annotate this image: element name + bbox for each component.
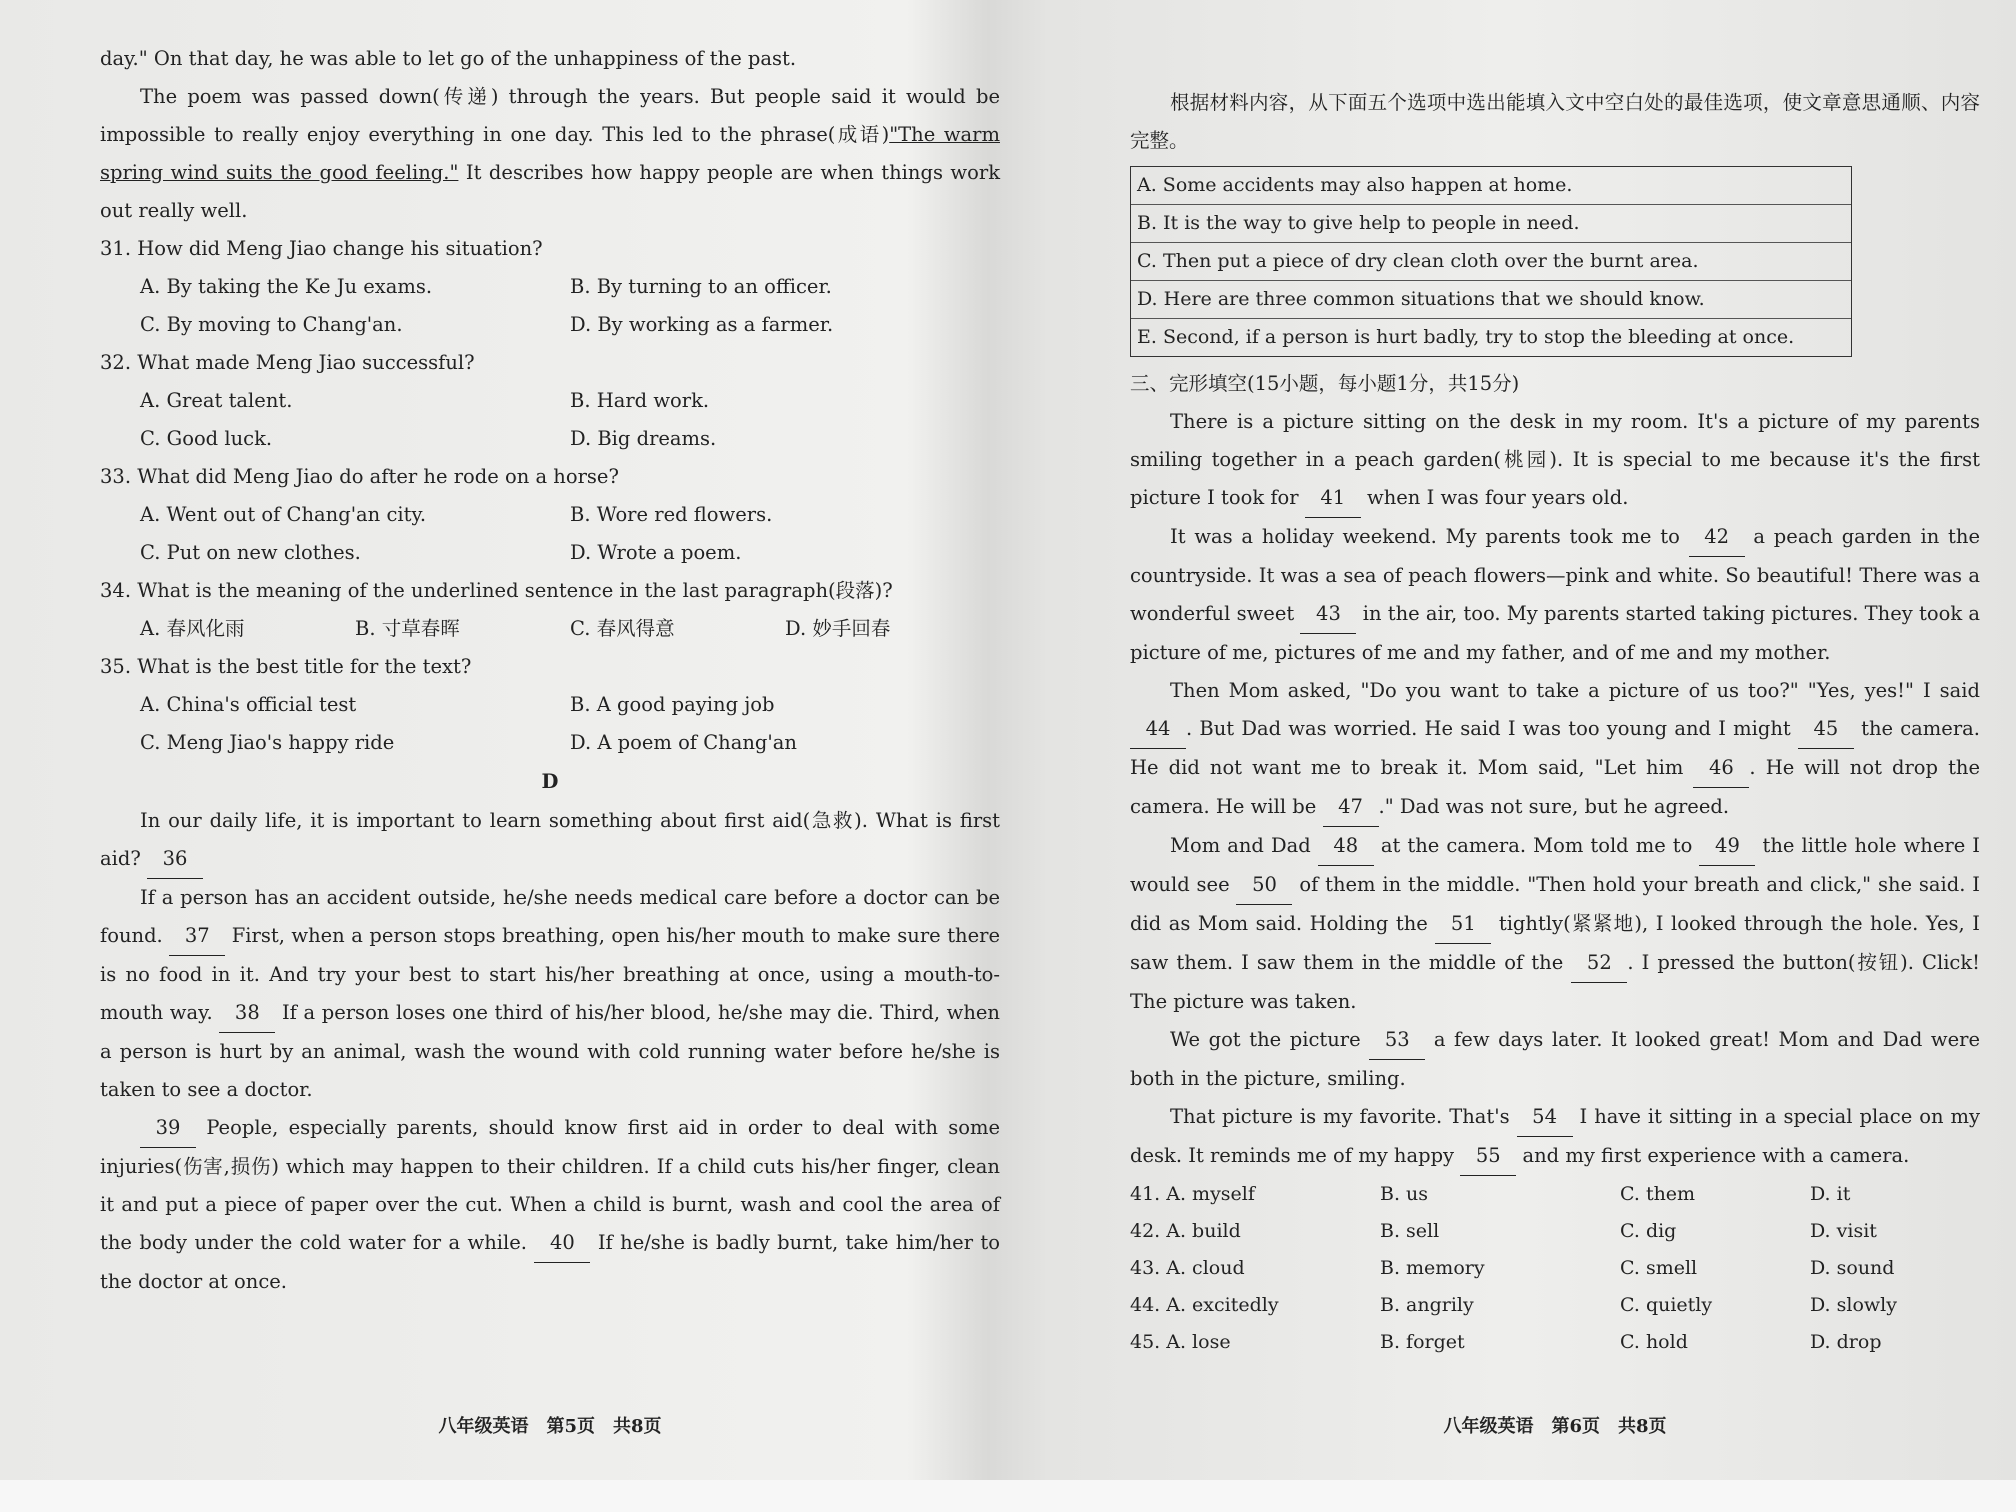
blank-40: 40: [534, 1224, 590, 1263]
text: That picture is my favorite. That's: [1170, 1105, 1510, 1128]
paragraph: [1130, 1021, 1980, 1098]
paragraph: day." On that day, he was able to let go of the unhappiness of the past.: [100, 47, 797, 70]
question-35: [100, 648, 1000, 762]
paragraph: [1130, 403, 1980, 518]
choice-item: A. Some accidents may also happen at home.: [1131, 167, 1851, 205]
cloze-option-row: [1130, 1324, 1980, 1361]
option: C. Put on new clothes.: [140, 541, 361, 564]
options: [140, 496, 1000, 572]
text: ." Dad was not sure, but he agreed.: [1378, 795, 1730, 818]
option: D. sound: [1810, 1257, 1895, 1279]
question-34: [100, 572, 1000, 648]
page-6: [1130, 40, 1980, 1460]
option: C. quietly: [1620, 1294, 1713, 1316]
blank-43: 43: [1300, 595, 1356, 634]
option: 44. A. excitedly: [1130, 1294, 1279, 1316]
text: People, especially parents, should know first aid in order to deal with some injuries(伤害,损伤) which may happen to their children. If a child cuts his/her finger, clean it and put a piece of paper over the cut. When a child is burnt, wash and cool the area of the body under the cold water for a while.: [100, 1116, 1000, 1254]
choice-item: B. It is the way to give help to people in need.: [1131, 205, 1851, 243]
question-stem: 33. What did Meng Jiao do after he rode on a horse?: [100, 465, 619, 488]
question-stem: 34. What is the meaning of the underlined sentence in the last paragraph(段落)?: [100, 579, 893, 602]
choice-box: [1130, 166, 1852, 357]
option: A. 春风化雨: [140, 617, 245, 640]
option: A. Went out of Chang'an city.: [140, 503, 427, 526]
question-33: [100, 458, 1000, 572]
option: A. By taking the Ke Ju exams.: [140, 275, 433, 298]
option: A. China's official test: [140, 693, 357, 716]
blank-54: 54: [1517, 1098, 1573, 1137]
option: C. Good luck.: [140, 427, 273, 450]
option: 42. A. build: [1130, 1220, 1241, 1242]
blank-41: 41: [1305, 479, 1361, 518]
option: B. A good paying job: [570, 693, 775, 716]
options: [140, 268, 1000, 344]
option: B. forget: [1380, 1331, 1465, 1353]
text: First, when a person stops breathing, open his/her mouth to make sure there is no food in it. And try your best to start his/her breathing at once, using a mouth-to-mouth way.: [100, 924, 1000, 1024]
text: It was a holiday weekend. My parents took me to: [1170, 525, 1680, 548]
text: . But Dad was worried. He said I was too young and I might: [1186, 717, 1791, 740]
blank-42: 42: [1689, 518, 1745, 557]
text: and my first experience with a camera.: [1522, 1144, 1910, 1167]
option: A. Great talent.: [140, 389, 293, 412]
blank-44: 44: [1130, 710, 1186, 749]
option: D. slowly: [1810, 1294, 1897, 1316]
option: B. memory: [1380, 1257, 1485, 1279]
paragraph: [1130, 827, 1980, 1021]
text: Mom and Dad: [1170, 834, 1311, 857]
cloze-option-row: [1130, 1176, 1980, 1213]
blank-49: 49: [1699, 827, 1755, 866]
option: C. Meng Jiao's happy ride: [140, 731, 395, 754]
option: D. By working as a farmer.: [570, 313, 834, 336]
option: D. Wrote a poem.: [570, 541, 742, 564]
options: [140, 686, 1000, 762]
option: C. By moving to Chang'an.: [140, 313, 403, 336]
blank-47: 47: [1323, 788, 1379, 827]
page-5: [100, 40, 1000, 1460]
text: when I was four years old.: [1367, 486, 1629, 509]
options: [140, 382, 1000, 458]
option: C. 春风得意: [570, 617, 675, 640]
cloze-option-row: [1130, 1213, 1980, 1250]
text: in the air, too. My parents started taking pictures. They took a picture of me, pictures of me and my father, and of me and my mother.: [1130, 602, 1981, 664]
text: I have it sitting in a special place on my desk. It reminds me of my happy: [1130, 1105, 1980, 1167]
section-heading: 三、完形填空(15小题，每小题1分，共15分): [1130, 372, 1520, 395]
option: D. it: [1810, 1183, 1851, 1205]
text: tightly(紧紧地), I looked through the hole. Yes, I saw them. I saw them in the middle of the: [1130, 912, 1980, 974]
option: B. angrily: [1380, 1294, 1474, 1316]
option: B. us: [1380, 1183, 1429, 1205]
text: . I pressed the button(按钮). Click! The picture was taken.: [1130, 951, 1981, 1013]
option: D. 妙手回春: [785, 617, 891, 640]
text: If he/she is badly burnt, take him/her to the doctor at once.: [100, 1231, 1001, 1293]
text: In our daily life, it is important to learn something about first aid(急救). What is first aid?: [100, 809, 1000, 870]
blank-50: 50: [1236, 866, 1292, 905]
text: of them in the middle. "Then hold your breath and click," she said. I did as Mom said. Holding the: [1130, 873, 1980, 935]
option: D. A poem of Chang'an: [570, 731, 797, 754]
option: 43. A. cloud: [1130, 1257, 1245, 1279]
option: B. sell: [1380, 1220, 1440, 1242]
text: It describes how happy people are when things work out really well.: [100, 161, 1001, 222]
question-stem: 32. What made Meng Jiao successful?: [100, 351, 475, 374]
options: [140, 610, 1000, 648]
option: 41. A. myself: [1130, 1183, 1255, 1205]
choice-item: C. Then put a piece of dry clean cloth over the burnt area.: [1131, 243, 1851, 281]
option: D. visit: [1810, 1220, 1877, 1242]
underlined-sentence: "The warm spring wind suits the good feeling.": [100, 123, 1000, 184]
question-32: [100, 344, 1000, 458]
option: B. 寸草春晖: [355, 617, 460, 640]
paragraph: [100, 78, 1000, 230]
page-footer: 八年级英语 第6页 共8页: [1443, 1416, 1667, 1437]
question-stem: 31. How did Meng Jiao change his situation?: [100, 237, 543, 260]
section-d-heading: D: [541, 770, 559, 793]
instruction: 根据材料内容，从下面五个选项中选出能填入文中空白处的最佳选项，使文章意思通顺、内容完整。: [1130, 91, 1980, 152]
text: We got the picture: [1170, 1028, 1361, 1051]
cloze-option-row: [1130, 1250, 1980, 1287]
paragraph: [100, 802, 1000, 879]
cloze-options: [1130, 1176, 1980, 1361]
option: C. them: [1620, 1183, 1696, 1205]
page-footer: 八年级英语 第5页 共8页: [438, 1416, 662, 1437]
paragraph: [1130, 672, 1980, 827]
option: C. smell: [1620, 1257, 1698, 1279]
option: C. hold: [1620, 1331, 1688, 1353]
text: Then Mom asked, "Do you want to take a picture of us too?" "Yes, yes!" I said: [1170, 679, 1980, 702]
blank-38: 38: [219, 994, 275, 1033]
paragraph: [1130, 1098, 1980, 1176]
blank-36: 36: [147, 840, 203, 879]
text: at the camera. Mom told me to: [1380, 834, 1693, 857]
option: D. drop: [1810, 1331, 1882, 1353]
blank-37: 37: [169, 917, 225, 956]
paragraph: [100, 879, 1000, 1109]
blank-39: 39: [140, 1109, 196, 1148]
paragraph: [100, 1109, 1000, 1301]
blank-52: 52: [1571, 944, 1627, 983]
option: B. Wore red flowers.: [570, 503, 773, 526]
text: The poem was passed down(传递) through the years. But people said it would be impossible to really enjoy everything in one day. This led to the phrase(成语): [100, 85, 1000, 146]
blank-45: 45: [1798, 710, 1854, 749]
blank-46: 46: [1693, 749, 1749, 788]
text: the little hole where I would see: [1130, 834, 1981, 896]
text: . He will not drop the camera. He will be: [1130, 756, 1981, 818]
paragraph: [1130, 518, 1980, 672]
blank-53: 53: [1369, 1021, 1425, 1060]
option: B. By turning to an officer.: [570, 275, 832, 298]
question-31: [100, 230, 1000, 344]
question-stem: 35. What is the best title for the text?: [100, 655, 472, 678]
text: If a person has an accident outside, he/she needs medical care before a doctor can be found.: [100, 886, 1000, 947]
choice-item: E. Second, if a person is hurt badly, try to stop the bleeding at once.: [1137, 326, 1795, 348]
text: the camera. He did not want me to break it. Mom said, "Let him: [1130, 717, 1980, 779]
cloze-option-row: [1130, 1287, 1980, 1324]
bottom-strip: [0, 1480, 2016, 1512]
blank-55: 55: [1460, 1137, 1516, 1176]
text: a few days later. It looked great! Mom and Dad were both in the picture, smiling.: [1130, 1028, 1980, 1090]
option: C. dig: [1620, 1220, 1677, 1242]
option: D. Big dreams.: [570, 427, 717, 450]
blank-48: 48: [1318, 827, 1374, 866]
text: If a person loses one third of his/her blood, he/she may die. Third, when a person is hurt by an animal, wash the wound with cold running water before he/she is taken to see a doctor.: [100, 1001, 1000, 1101]
text: a peach garden in the countryside. It was a sea of peach flowers—pink and white. So beautiful! There was a wonderful sweet: [1130, 525, 1980, 625]
option: B. Hard work.: [570, 389, 710, 412]
choice-item: D. Here are three common situations that we should know.: [1131, 281, 1851, 319]
blank-51: 51: [1435, 905, 1491, 944]
text: There is a picture sitting on the desk in my room. It's a picture of my parents smiling together in a peach garden(桃园). It is special to me because it's the first picture I took for: [1130, 410, 1980, 509]
option: 45. A. lose: [1130, 1331, 1231, 1353]
